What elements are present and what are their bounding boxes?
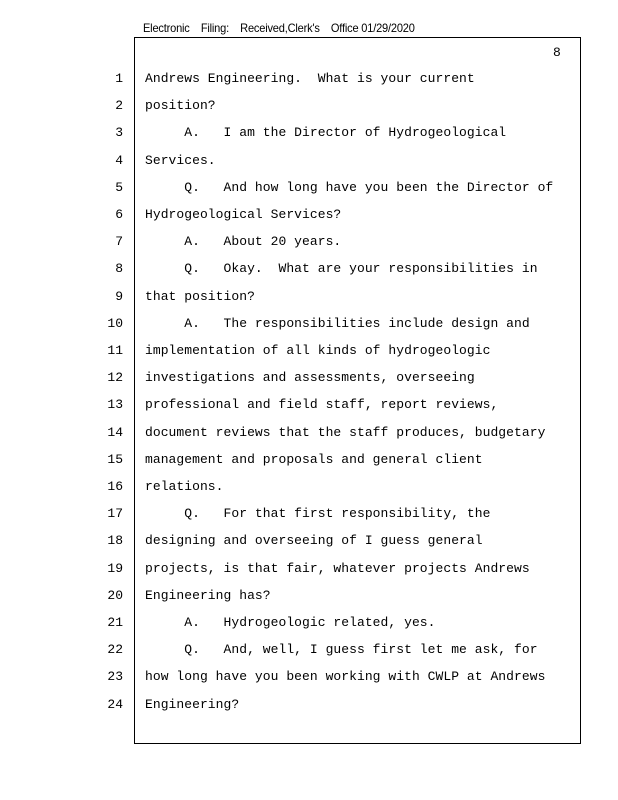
transcript-line: Engineering has? [145,587,271,603]
transcript-line: Services. [145,152,216,168]
line-number: 17 [107,506,123,522]
line-number: 3 [115,125,123,141]
transcript-line: Q. And, well, I guess first let me ask, for [145,642,538,658]
filing-received: Received,Clerk's [240,21,320,35]
transcript-line: projects, is that fair, whatever projects Andrews [145,560,530,576]
line-number: 7 [115,234,123,250]
line-number: 22 [107,642,123,658]
transcript-line: professional and field staff, report reviews, [145,397,499,413]
transcript-line: management and proposals and general client [145,451,483,467]
transcript-line: A. I am the Director of Hydrogeological [145,125,507,141]
line-number: 6 [115,207,123,222]
transcript-page-border [134,37,581,744]
page-number: 8 [553,45,561,60]
line-number: 12 [107,370,123,386]
line-number: 20 [107,587,123,603]
line-number: 21 [107,615,123,630]
filing-label: Filing: [200,21,229,35]
transcript-line: document reviews that the staff produces, budgetary [145,424,546,440]
line-number: 16 [107,479,123,494]
transcript-line: Andrews Engineering. What is your current [145,71,475,86]
line-number: 2 [115,98,123,114]
line-number: 1 [115,71,123,86]
line-number: 5 [115,179,123,195]
line-number: 10 [107,315,123,331]
filing-stamp-header [143,21,423,35]
transcript-line: Engineering? [145,696,240,712]
line-number: 11 [107,343,123,358]
line-number: 14 [107,424,123,440]
line-number: 19 [107,560,123,576]
transcript-line: investigations and assessments, overseeing [145,370,475,386]
transcript-line: Q. For that first responsibility, the [145,506,491,522]
line-number: 24 [107,696,123,712]
transcript-line: implementation of all kinds of hydrogeologic [145,343,491,358]
transcript-line: that position? [145,288,255,304]
transcript-line: Q. Okay. What are your responsibilities in [145,261,538,277]
line-number: 4 [115,152,123,168]
transcript-line: relations. [145,479,224,494]
line-number: 13 [107,397,123,413]
transcript-line: A. Hydrogeologic related, yes. [145,615,436,630]
line-number: 15 [107,451,123,467]
transcript-line: Hydrogeological Services? [145,207,342,222]
transcript-line: A. The responsibilities include design and [145,315,530,331]
transcript-line: how long have you been working with CWLP at Andrews [145,669,546,685]
filing-electronic: Electronic [143,21,190,35]
transcript-line: A. About 20 years. [145,234,342,250]
transcript-line: position? [145,98,216,114]
line-number: 23 [107,669,123,685]
transcript-line: designing and overseeing of I guess general [145,533,483,549]
line-number: 9 [115,288,123,304]
filing-office-date: Office 01/29/2020 [330,21,415,35]
transcript-line: Q. And how long have you been the Director of [145,179,554,195]
line-number: 8 [115,261,123,277]
line-number: 18 [107,533,123,549]
